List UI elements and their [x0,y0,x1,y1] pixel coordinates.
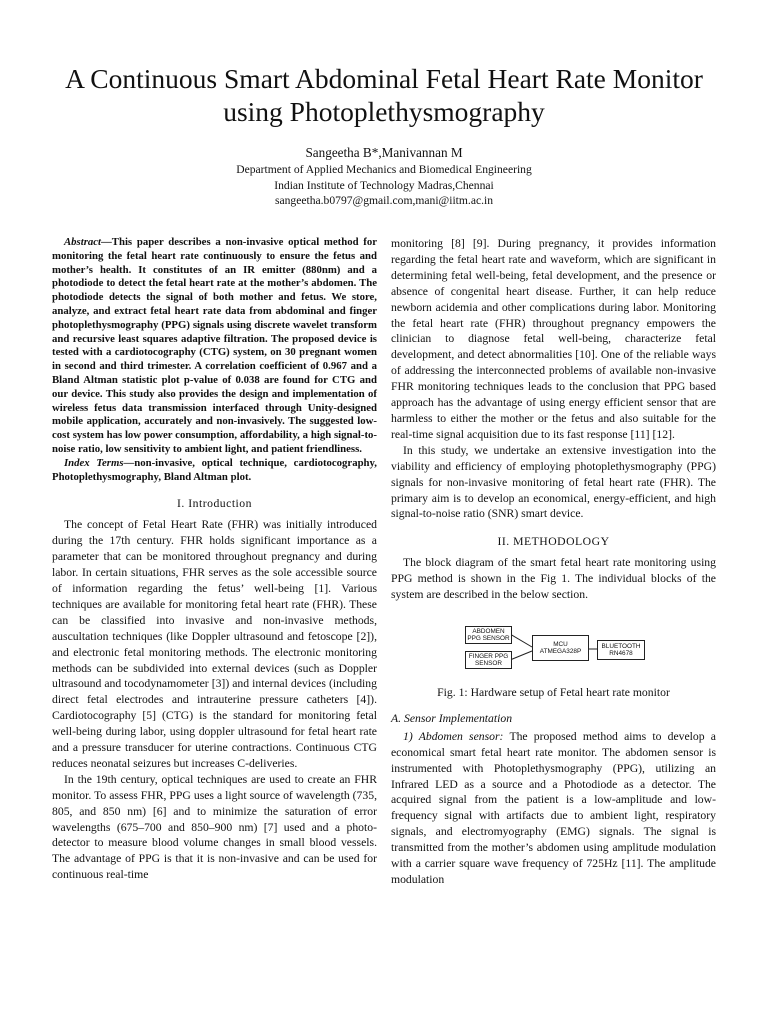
introduction-paragraph-4: In this study, we undertake an extensive investigation into the viability and efficiency of employing photoplethysmography (PPG) signals for non-invasive monitoring of fetal heart rate (FHR). The primary aim is to develop an economical, energy-efficient, and high signal-to-noise ratio (SNR) smart device. [391,443,716,521]
abdomen-sensor-paragraph [391,729,716,888]
affiliation-block [40,162,728,209]
introduction-paragraph-3: monitoring [8] [9]. During pregnancy, it provides information regarding the fetal heart rate and waveform, which are significant in determining fetal well-being, fetal development, and the presence or absence of congenital heart disease. Further, it can help reduce newborn acidemia and other complications during labor. Monitoring the fetal heart rate (FHR) throughout pregnancy empowers the clinician to diagnose fetal well-being, characterize fetal development, and detect abnormalities [10]. One of the reliable ways of addressing the interconnected problems of available non-invasive FHR monitoring techniques leads to the conclusion that PPG based approach has the advantage of using energy efficient sensor that are harmless to either the mother or the fetus and also suitable for the real-time signal acquisition due to its fast response [11] [12]. [391,237,716,441]
abstract-text: —This paper describes a non-invasive optical method for monitoring the fetal heart rate continuously to ensure the fetus and mother’s health. It constitutes of an IR emitter (880nm) and a photodiode to detect the fetal heart rate at the mother’s abdomen. The photodiode detects the signal of both mother and fetus. We store, analyze, and extract fetal heart rate data from abdominal and finger photoplethysmography (PPG) signals using discrete wavelet transform and recursive least squares adaptive filtration. The proposed device is tested with a cardiotocography (CTG) system, on 30 pregnant women in second and third trimester. A correlation coefficient of 0.967 and a Bland Altman statistic plot p-value of 0.038 are found for CTG and our device. This study also provides the design and implementation of wireless fetus data transmission interfaced through Unity-designed mobile application, accurately and non-invasively. The suggested low-cost system has low power consumption, affordability, a high signal-to-noise ratio, low sensitivity to ambient light, and patient friendliness. [52,236,377,455]
index-terms-lead: Index Terms [64,456,124,469]
affiliation-institute: Indian Institute of Technology Madras,Chennai [274,178,494,192]
left-column [52,236,377,883]
paper-authors: Sangeetha B*,Manivannan M [305,145,463,160]
abstract [52,236,377,457]
introduction-paragraph-2: In the 19th century, optical techniques are used to create an FHR monitor. To assess FHR, PPG uses a light source of wavelength (735, 805, and 850 nm) [6] and to minimize the saturation of error wavelengths (675–700 and 850–900 nm) [7] used and a photo-detector to measure blood volume changes in small blood vessels. The advantage of PPG is that it is non-invasive and can be used for continuous real-time [52,772,377,882]
index-terms [52,457,377,485]
paper-title: A Continuous Smart Abdominal Fetal Heart Rate Monitor using Photoplethysmography [65,63,703,127]
abstract-lead: Abstract [64,236,102,248]
box-mcu: MCU ATMEGA328P [532,635,589,661]
abdomen-sensor-text: The proposed method aims to develop a economical smart fetal heart rate monitor. The abdomen sensor is instrumented with Photoplethysmography (PPG), utilizing an Infrared LED as a source and a Photodiode as a detector. The acquired signal from the patient is a low-amplitude and low-frequency signal with artifacts due to ambient light, respiratory signals, and electromyography (EMG) signals. The signal is transmitted from the mother’s abdomen using amplitude modulation with a carrier square wave frequency of 725Hz [11]. The amplitude modulation [391,729,716,886]
introduction-paragraph-1: The concept of Fetal Heart Rate (FHR) was initially introduced during the 17th century. FHR holds significant importance as a parameter that can be monitored throughout pregnancy and during labor. In certain situations, FHR serves as the sole accessible source of information regarding the fetus’ well-being [1]. Various techniques are available for monitoring fetal heart rate (FHR). These can be classified into invasive and non-invasive methods, auscultation techniques (like Doppler ultrasound and fetoscope [2]), and electronic fetal monitoring methods. The electronic monitoring methods can be subdivided into external devices (such as Doppler ultrasound and tocodynamometer [3]) and internal devices (including direct fetal electrodes and intrauterine pressure catheters [4]). Cardiotocography [5] (CTG) is the standard for monitoring fetal well-being during labor, using doppler ultrasound for fetal heart rate and a pressure transducer for uterine contractions. Continuous CTG reduces neonatal seizures but increases C-deliveries. [52,518,377,770]
connector-abdomen-mcu [510,634,532,647]
section-heading-introduction: I. Introduction [176,497,252,511]
box-finger-ppg-sensor: FINGER PPG SENSOR [465,651,512,669]
abdomen-sensor-lead: 1) Abdomen sensor: [403,729,504,743]
affiliation-department: Department of Applied Mechanics and Biomedical Engineering [236,163,532,176]
subsection-heading-sensor-implementation: A. Sensor Implementation [391,711,513,725]
methodology-paragraph: The block diagram of the smart fetal heart rate monitoring using PPG method is shown in the Fig 1. The individual blocks of the system are described in the below section. [391,556,716,602]
connector-finger-mcu [510,651,532,660]
box-abdomen-ppg-sensor: ABDOMEN PPG SENSOR [465,626,512,644]
box-bluetooth: BLUETOOTH RN4678 [597,640,645,660]
affiliation-emails: sangeetha.b0797@gmail.com,mani@iitm.ac.in [274,194,494,208]
index-terms-text: —non-invasive, optical technique, cardiotocography, Photoplethysmography, Bland Altman plot. [52,456,377,483]
section-heading-methodology: II. METHODOLOGY [497,535,610,549]
figure-caption: Fig. 1: Hardware setup of Fetal heart rate monitor [437,686,670,700]
block-diagram-figure [391,621,716,673]
right-column [391,236,716,888]
